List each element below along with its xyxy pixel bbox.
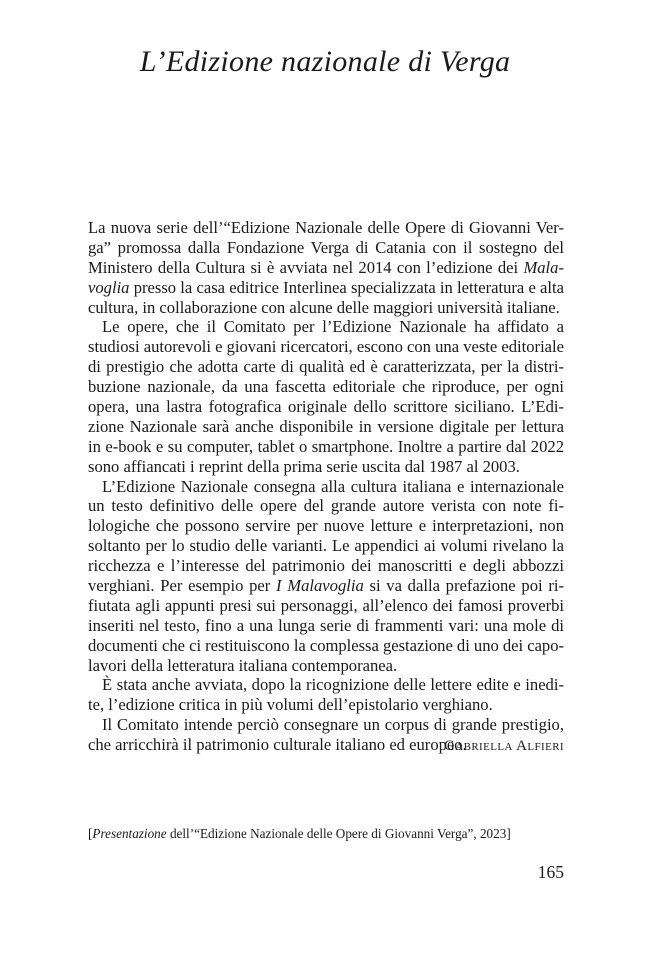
text-line bbox=[88, 477, 564, 497]
text-line-content: ricchezza e l’interesse del patrimonio dei manoscritti e degli abbozzi bbox=[88, 556, 564, 576]
text-line-content: fiutata agli appunti presi sui personaggi, all’elenco dei famosi proverbi bbox=[88, 595, 564, 615]
text-line-content: È stata anche avviata, dopo la ricognizione delle lettere edite e inedi- bbox=[102, 675, 564, 695]
text-line bbox=[88, 437, 564, 457]
text-line bbox=[88, 337, 564, 357]
text-line-content: Il Comitato intende perciò consegnare un corpus di grande prestigio, bbox=[102, 715, 564, 735]
text-line-content: in e-book e su computer, tablet o smartphone. Inoltre a partire dal 2022 bbox=[88, 436, 564, 456]
source-note-open: [ bbox=[88, 826, 93, 841]
text-line bbox=[88, 457, 564, 477]
text-line bbox=[88, 238, 564, 258]
body-text bbox=[88, 218, 564, 755]
text-line-italic: Mala- bbox=[523, 257, 564, 277]
text-line bbox=[88, 496, 564, 516]
text-line-content: lavori della letteratura italiana contemporanea. bbox=[88, 655, 398, 675]
text-line-content: buzione nazionale, da una fascetta editoriale che riproduce, per ogni bbox=[88, 377, 564, 397]
text-line bbox=[88, 397, 564, 417]
text-line-post: presso la casa editrice Interlinea specializzata in letteratura e alta bbox=[129, 277, 564, 297]
text-line-content: cultura, in collaborazione con alcune delle maggiori università italiane. bbox=[88, 297, 560, 317]
text-line bbox=[88, 317, 564, 337]
text-line bbox=[88, 715, 564, 735]
text-line bbox=[88, 298, 564, 318]
text-line-content: un testo definitivo delle opere del grande autore verista con note fi- bbox=[88, 496, 564, 516]
page-number: 165 bbox=[537, 862, 564, 882]
text-line-content: soltanto per lo studio delle varianti. Le appendici ai volumi rivelano la bbox=[88, 536, 564, 556]
text-line bbox=[88, 278, 564, 298]
text-line-pre: Ministero della Cultura si è avviata nel 2014 con l’edizione dei bbox=[88, 257, 524, 277]
text-line-content: sono affiancati i reprint della prima serie uscita dal 1987 al 2003. bbox=[88, 456, 520, 476]
text-line-post: si va dalla prefazione poi ri- bbox=[363, 576, 564, 596]
text-line bbox=[88, 218, 564, 238]
text-line bbox=[88, 377, 564, 397]
text-line-content: documenti che ci restituiscono la complessa gestazione di uno dei capo- bbox=[88, 635, 564, 655]
source-note bbox=[88, 826, 511, 842]
text-line bbox=[88, 675, 564, 695]
text-line-content: te, l’edizione critica in più volumi dell’epistolario verghiano. bbox=[88, 695, 493, 715]
text-line bbox=[88, 596, 564, 616]
text-line-content: lologiche che possono servire per nuove letture e interpretazioni, non bbox=[88, 516, 564, 536]
text-line-content: zione Nazionale sarà anche disponibile in versione digitale per lettura bbox=[88, 416, 564, 436]
page-title: L’Edizione nazionale di Verga bbox=[139, 45, 511, 78]
text-line-italic: voglia bbox=[88, 277, 130, 297]
text-line-content: che arricchirà il patrimonio culturale italiano ed europeo. bbox=[88, 735, 467, 755]
text-line bbox=[88, 556, 564, 576]
text-line-pre: verghiani. Per esempio per bbox=[88, 576, 277, 596]
text-line-content: opera, una lastra fotografica originale dello scrittore siciliano. L’Edi- bbox=[88, 397, 564, 417]
text-line-content: La nuova serie dell’“Edizione Nazionale delle Opere di Giovanni Ver- bbox=[88, 218, 564, 237]
text-line bbox=[88, 576, 564, 596]
source-note-rest: dell’“Edizione Nazionale delle Opere di Giovanni Verga”, 2023] bbox=[166, 826, 511, 841]
text-line-content: ga” promossa dalla Fondazione Verga di Catania con il sostegno del bbox=[88, 237, 564, 257]
text-line bbox=[88, 417, 564, 437]
text-line bbox=[88, 656, 564, 676]
text-line-italic: I Malavoglia bbox=[276, 576, 364, 596]
text-line bbox=[88, 516, 564, 536]
text-line-content: studiosi autorevoli e giovani ricercatori, escono con una veste editoriale bbox=[88, 337, 564, 357]
text-line-content: inseriti nel testo, fino a una lunga serie di frammenti vari: una mole di bbox=[88, 615, 564, 635]
text-line-content: L’Edizione Nazionale consegna alla cultura italiana e internazionale bbox=[102, 476, 564, 496]
text-line-content: Le opere, che il Comitato per l’Edizione Nazionale ha affidato a bbox=[102, 317, 564, 337]
text-line bbox=[88, 357, 564, 377]
source-note-italic: Presentazione bbox=[92, 826, 167, 841]
text-line bbox=[88, 695, 564, 715]
text-line bbox=[88, 258, 564, 278]
text-line bbox=[88, 536, 564, 556]
text-line bbox=[88, 616, 564, 636]
author-signature: Gabriella Alfieri bbox=[444, 738, 564, 754]
text-line-content: di prestigio che adotta carte di qualità ed è caratterizzata, per la distri- bbox=[88, 357, 564, 377]
text-line bbox=[88, 636, 564, 656]
